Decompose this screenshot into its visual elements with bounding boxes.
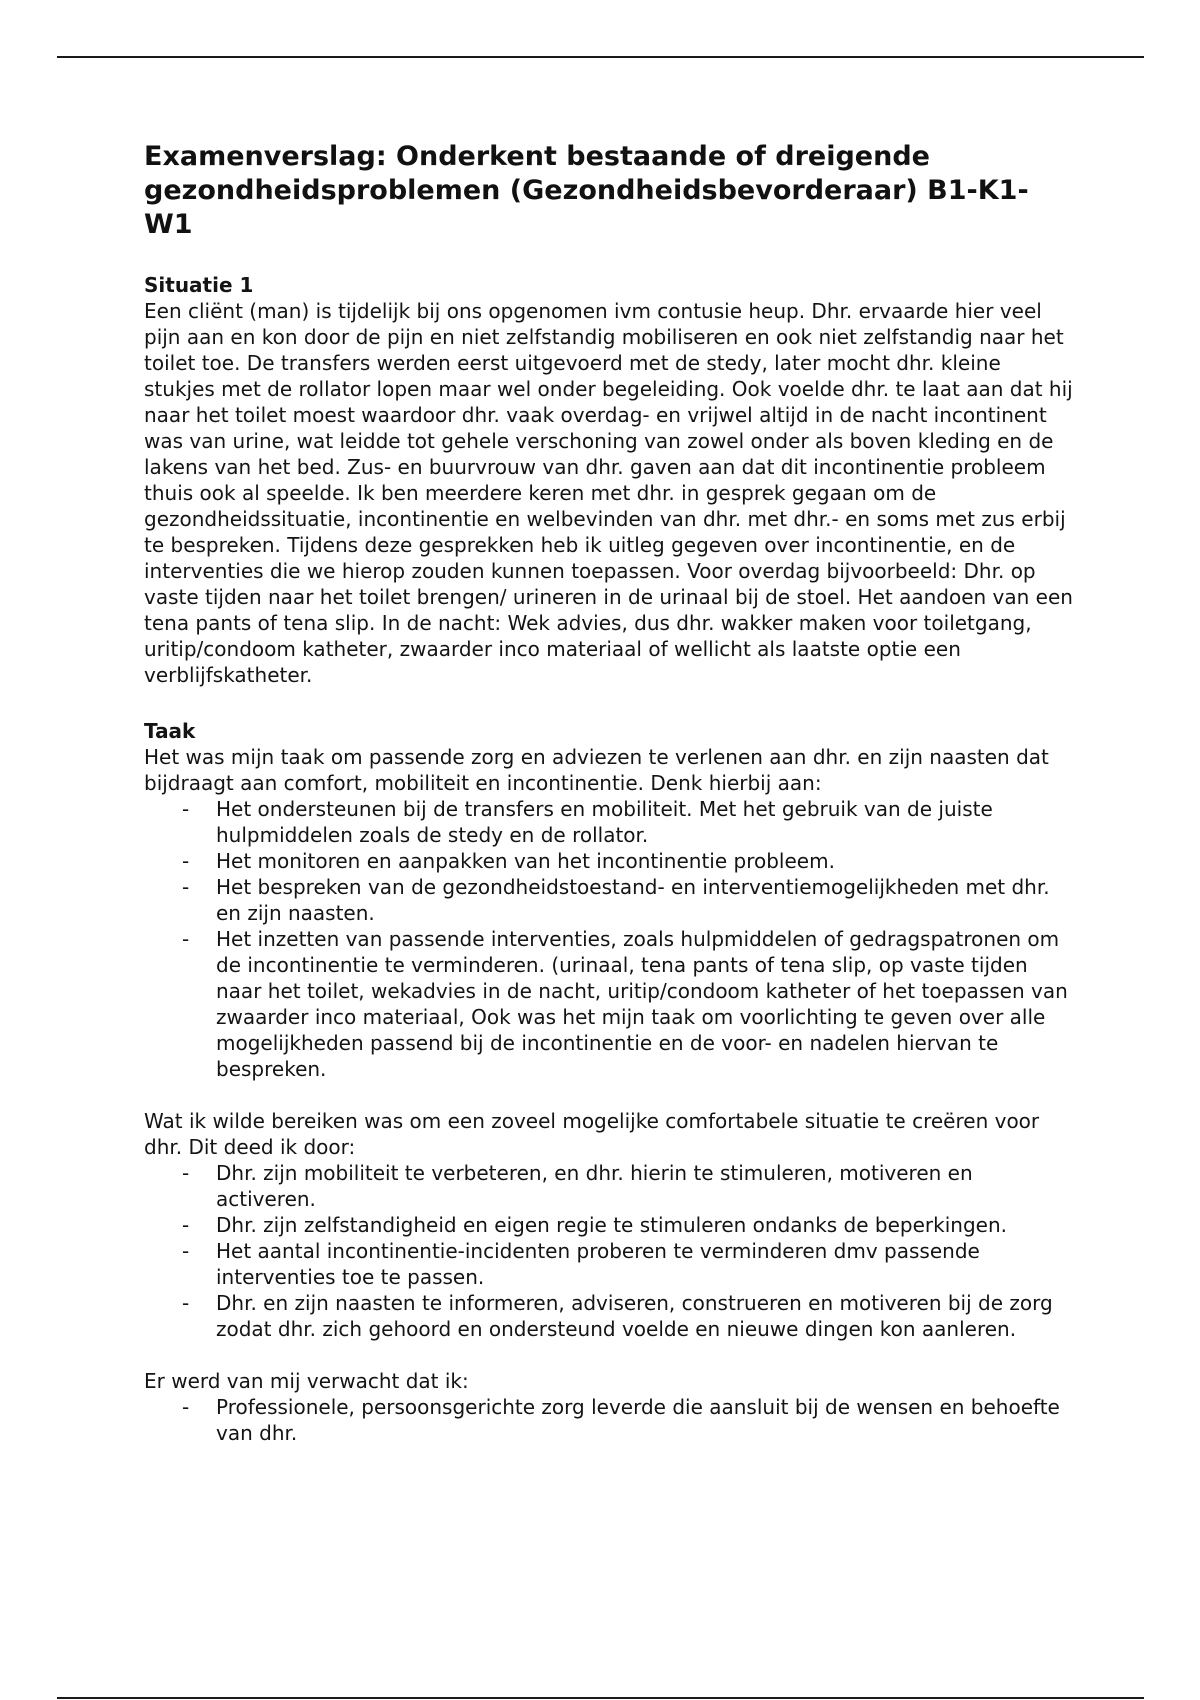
taak-intro: Het was mijn taak om passende zorg en adviezen te verlenen aan dhr. en zijn naasten dat bijdraagt aan comfort, mobiliteit en incontinentie. Denk hierbij aan: (144, 745, 1049, 795)
document-title: Examenverslag: Onderkent bestaande of dreigende gezondheidsproblemen (Gezondheidsbevorderaar) B1-K1-W1 (144, 141, 1029, 240)
verwacht-list (144, 1394, 1074, 1446)
list-item: - Het monitoren en aanpakken van het incontinentie probleem. (144, 848, 1074, 874)
verwacht-intro: Er werd van mij verwacht dat ik: (144, 1369, 469, 1393)
situatie-heading: Situatie 1 (144, 273, 254, 297)
list-item: - Professionele, persoonsgerichte zorg leverde die aansluit bij de wensen en behoefte van dhr. (144, 1394, 1074, 1446)
taak-heading: Taak (144, 719, 196, 743)
situatie-section (144, 272, 1074, 688)
taak-list (144, 796, 1074, 1082)
header-rule (57, 56, 1144, 58)
bereiken-section (144, 1108, 1074, 1342)
list-item: - Dhr. zijn mobiliteit te verbeteren, en dhr. hierin te stimuleren, motiveren en activeren. (144, 1160, 1074, 1212)
bereiken-list (144, 1160, 1074, 1342)
list-item: - Het ondersteunen bij de transfers en mobiliteit. Met het gebruik van de juiste hulpmiddelen zoals de stedy en de rollator. (144, 796, 1074, 848)
list-item: - Dhr. zijn zelfstandigheid en eigen regie te stimuleren ondanks de beperkingen. (144, 1212, 1074, 1238)
taak-section (144, 718, 1074, 1082)
situatie-text: Een cliënt (man) is tijdelijk bij ons opgenomen ivm contusie heup. Dhr. ervaarde hier veel pijn aan en kon door de pijn en niet zelfstandig mobiliseren en ook niet zelfstandig naar het toilet toe. De transfers werden eerst uitgevoerd met de stedy, later mocht dhr. kleine stukjes met de rollator lopen maar wel onder begeleiding. Ook voelde dhr. te laat aan dat hij naar het toilet moest waardoor dhr. vaak overdag- en vrijwel altijd in de nacht incontinent was van urine, wat leidde tot gehele verschoning van zowel onder als boven kleding en de lakens van het bed. Zus- en buurvrouw van dhr. gaven aan dat dit incontinentie probleem thuis ook al speelde. Ik ben meerdere keren met dhr. in gesprek gegaan om de gezondheidssituatie, incontinentie en welbevinden van dhr. met dhr.- en soms met zus erbij te bespreken. Tijdens deze gesprekken heb ik uitleg gegeven over incontinentie, en de interventies die we hierop zouden kunnen toepassen. Voor overdag bijvoorbeeld: Dhr. op vaste tijden naar het toilet brengen/ urineren in de urinaal bij de stoel. Het aandoen van een tena pants of tena slip. In de nacht: Wek advies, dus dhr. wakker maken voor toiletgang, uritip/condoom katheter, zwaarder inco materiaal of wellicht als laatste optie een verblijfskatheter. (144, 299, 1073, 687)
verwacht-section (144, 1368, 1074, 1446)
list-item: - Het aantal incontinentie-incidenten proberen te verminderen dmv passende interventies toe te passen. (144, 1238, 1074, 1290)
document-page (144, 140, 1074, 1446)
bereiken-intro: Wat ik wilde bereiken was om een zoveel mogelijke comfortabele situatie te creëren voor dhr. Dit deed ik door: (144, 1109, 1040, 1159)
footer-rule (57, 1697, 1144, 1699)
list-item: - Dhr. en zijn naasten te informeren, adviseren, construeren en motiveren bij de zorg zodat dhr. zich gehoord en ondersteund voelde en nieuwe dingen kon aanleren. (144, 1290, 1074, 1342)
list-item: - Het inzetten van passende interventies, zoals hulpmiddelen of gedragspatronen om de incontinentie te verminderen. (urinaal, tena pants of tena slip, op vaste tijden naar het toilet, wekadvies in de nacht, uritip/condoom katheter of het toepassen van zwaarder inco materiaal, Ook was het mijn taak om voorlichting te geven over alle mogelijkheden passend bij de incontinentie en de voor- en nadelen hiervan te bespreken. (144, 926, 1074, 1082)
list-item: - Het bespreken van de gezondheidstoestand- en interventiemogelijkheden met dhr. en zijn naasten. (144, 874, 1074, 926)
